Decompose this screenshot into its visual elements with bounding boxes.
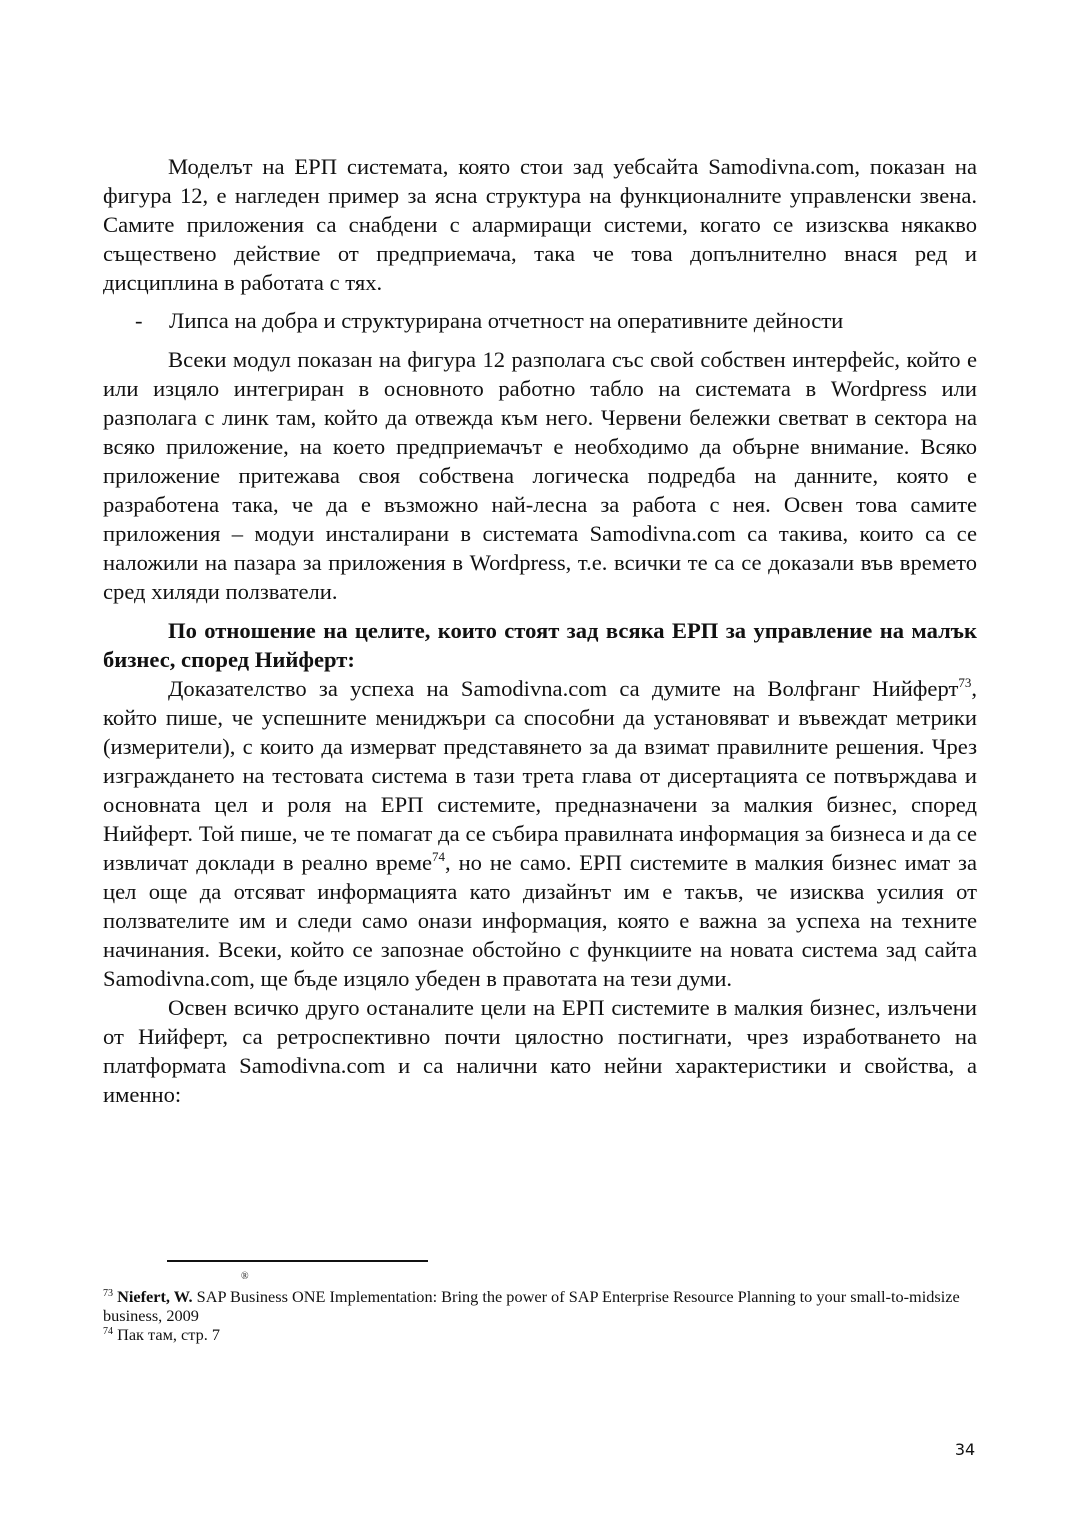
footnote-73-number: 73 [103,1288,113,1299]
paragraph-erp-model: Моделът на ЕРП системата, която стои зад уебсайта Samodivna.com, показан на фигура 12, е нагледен пример за ясна структура на функционалните управленски звена. Самите приложения са снабдени с алармиращи системи, когато се изизсква някакво съществено действие от предприемача, така че това допълнително внася ред и дисциплина в работата с тях. [103,154,977,295]
bullet-text: Липса на добра и структурирана отчетност на оперативните дейности [169,308,844,333]
bullet-item [103,306,977,335]
section-heading: По отношение на целите, които стоят зад всяка ЕРП за управление на малък бизнес, според Нийферт: [103,618,977,672]
footnote-74-number: 74 [103,1326,113,1337]
footnote-73-author: Niefert, W. [117,1287,193,1306]
paragraph-goals: Освен всичко друго останалите цели на ЕРП системите в малкия бизнес, излъчени от Нийферт, са ретроспективно почти цялостно постигнати, чрез изработването на платформата Samodivna.com и са налични като нейни характеристики и свойства, а именно: [103,995,977,1107]
footnote-74 [103,1325,981,1344]
evidence-text-3: , но не само. ЕРП системите в малкия бизнес имат за цел още да отсяват информацията като дизайнът им е такъв, че изисква усилия от ползвателите им и следи само онази информация, която е важна за успеха на техните начинания. Всеки, който се запознае обстойно с функциите на новата система зад сайта Samodivna.com, ще бъде изцяло убеден в правотата на тези думи. [103,850,977,991]
paragraph-modules: Всеки модул показан на фигура 12 разполага със свой собствен интерфейс, който е или изцяло интегриран в основното работно табло на системата в Wordpress или разполага с линк там, който да отвежда към него. Червени бележки светват в сектора на всяко приложение, на което предприемачът е необходимо да обърне внимание. Всяко приложение притежава своя собствена логическа подредба на данните, която е разработена така, че да е възможно най-лесна за работа с нея. Освен това самите приложения – модуи инсталирани в системата Samodivna.com са такива, които са се наложили на пазара за приложения в Wordpress, т.е. всички те са се доказали във времето сред хиляди ползватели. [103,347,977,604]
registered-mark: ® [241,1271,249,1282]
footnote-73 [103,1287,981,1325]
evidence-text-1: Доказателство за успеха на Samodivna.com са думите на Волфганг Нийферт [168,676,959,701]
footnotes [103,1287,981,1344]
footnote-separator [167,1260,428,1262]
footnote-ref-74[interactable]: 74 [432,849,446,864]
body-text [103,152,977,1109]
paragraph-evidence [103,674,977,993]
footnote-73-text: SAP Business ONE Implementation: Bring the power of SAP Enterprise Resource Planning to your small-to-midsize business, 2009 [103,1287,960,1325]
footnote-74-text: Пак там, стр. 7 [117,1325,220,1344]
page-number: 34 [954,1440,976,1459]
bullet-dash: - [135,308,143,333]
evidence-text-2: , който пише, че успешните мениджъри са способни да установяват и въвеждат метрики (измерители), с които да измерват представянето за да взимат правилните решения. Чрез изграждането на тестовата система в тази трета глава от дисертацията се потвърждава и основната цел и роля на ЕРП системите, предназначени за малкия бизнес, според Нийферт. Той пише, че те помагат да се събира правилната информация за бизнеса и да се извличат доклади в реално време [103,676,977,875]
footnote-ref-73[interactable]: 73 [958,675,972,690]
